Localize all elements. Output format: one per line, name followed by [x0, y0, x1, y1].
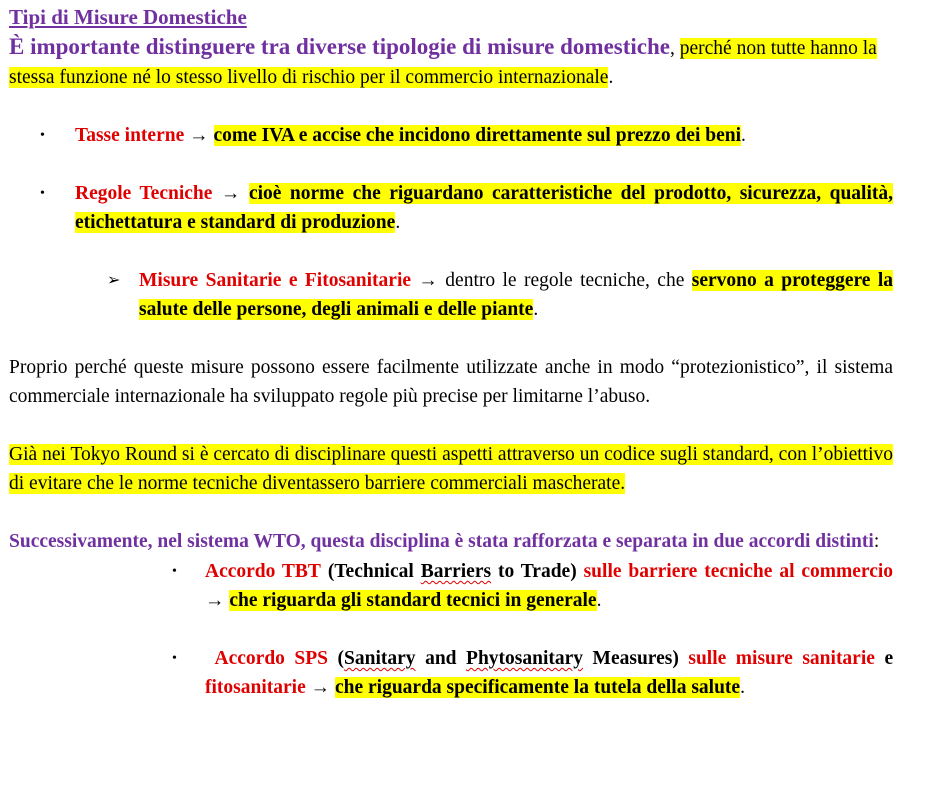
sps-sub1: sulle misure sanitarie	[688, 648, 875, 669]
arrow-icon: →	[310, 677, 331, 698]
arrow-icon: →	[418, 270, 438, 291]
tokyo-round-text: Già nei Tokyo Round si è cercato di disciplinare questi aspetti attraverso un codice sugli standard, con l’obiettivo di evitare che le norme tecniche diventassero barriere commerciali mascherate.	[9, 444, 893, 494]
paragraph-tokyo-round	[9, 440, 893, 498]
desc-regole: cioè norme che riguardano caratteristiche del prodotto, sicurezza, qualità, etichettatura e standard di produzione	[75, 183, 894, 233]
sps-phytosanitary: Phytosanitary	[466, 648, 584, 669]
sps-e: e	[884, 648, 894, 669]
tbt-sub: sulle barriere tecniche al commercio	[583, 561, 894, 582]
bullet-icon: •	[172, 564, 177, 579]
list-item-sps	[9, 644, 893, 702]
period: .	[741, 125, 746, 146]
period: .	[533, 299, 539, 320]
sps-desc: che riguarda specificamente la tutela della salute	[334, 677, 741, 698]
wto-text: Successivamente, nel sistema WTO, questa disciplina è stata rafforzata e separata in due accordi distinti	[9, 531, 874, 552]
tbt-desc: che riguarda gli standard tecnici in generale	[229, 590, 597, 611]
term-tasse: Tasse interne	[75, 125, 185, 146]
subtitle: È importante distinguere tra diverse tipologie di misure domestiche	[9, 34, 670, 59]
list-item-regole	[9, 179, 893, 237]
intro-period: .	[608, 67, 614, 88]
arrowhead-bullet-icon: ➢	[107, 272, 121, 289]
desc-misure-sanitarie: servono a proteggere la salute delle persone, degli animali e delle piante	[139, 270, 893, 320]
wto-colon: :	[873, 531, 880, 552]
period: .	[395, 212, 401, 233]
sps-paren-open: (	[337, 648, 345, 669]
paragraph-protezionistico: Proprio perché queste misure possono essere facilmente utilizzate anche in modo “protezionistico”, il sistema commerciale internazionale ha sviluppato regole più precise per limitarne l’abuso.	[9, 357, 893, 407]
arrow-icon: →	[205, 590, 225, 611]
arrow-icon: →	[189, 125, 209, 146]
intro-rest: perché non tutte hanno la stessa funzione né lo stesso livello di rischio per il commercio internazionale	[9, 38, 877, 88]
sub-mid-text: dentro le regole tecniche, che	[445, 270, 685, 291]
list-item-tbt	[9, 557, 893, 615]
bullet-icon: •	[172, 651, 177, 666]
list-item-tasse	[9, 121, 893, 150]
intro-paragraph	[9, 32, 893, 92]
sps-and: and	[425, 648, 457, 669]
desc-tasse: come IVA e accise che incidono direttamente sul prezzo dei beni	[213, 125, 742, 146]
intro-comma: ,	[669, 38, 675, 59]
sub-list-item-sps	[9, 266, 893, 324]
period: .	[740, 677, 745, 698]
sps-name: Accordo SPS	[214, 648, 329, 669]
tbt-name: Accordo TBT	[205, 561, 321, 582]
arrow-icon: →	[220, 183, 241, 204]
sps-sanitary: Sanitary	[344, 648, 416, 669]
term-misure-sanitarie: Misure Sanitarie e Fitosanitarie	[139, 270, 412, 291]
tbt-paren-end: to Trade)	[497, 561, 577, 582]
paragraph-wto	[9, 527, 893, 556]
sps-paren-end: Measures)	[592, 648, 679, 669]
tbt-barriers: Barriers	[420, 561, 492, 582]
period: .	[596, 590, 602, 611]
sps-sub2: fitosanitarie	[205, 677, 306, 698]
bullet-icon: •	[40, 186, 45, 201]
document-page	[9, 4, 893, 702]
term-regole: Regole Tecniche	[75, 183, 213, 204]
tbt-paren-open: (Technical	[327, 561, 414, 582]
bullet-icon: •	[40, 128, 45, 143]
document-title: Tipi di Misure Domestiche	[9, 5, 247, 29]
